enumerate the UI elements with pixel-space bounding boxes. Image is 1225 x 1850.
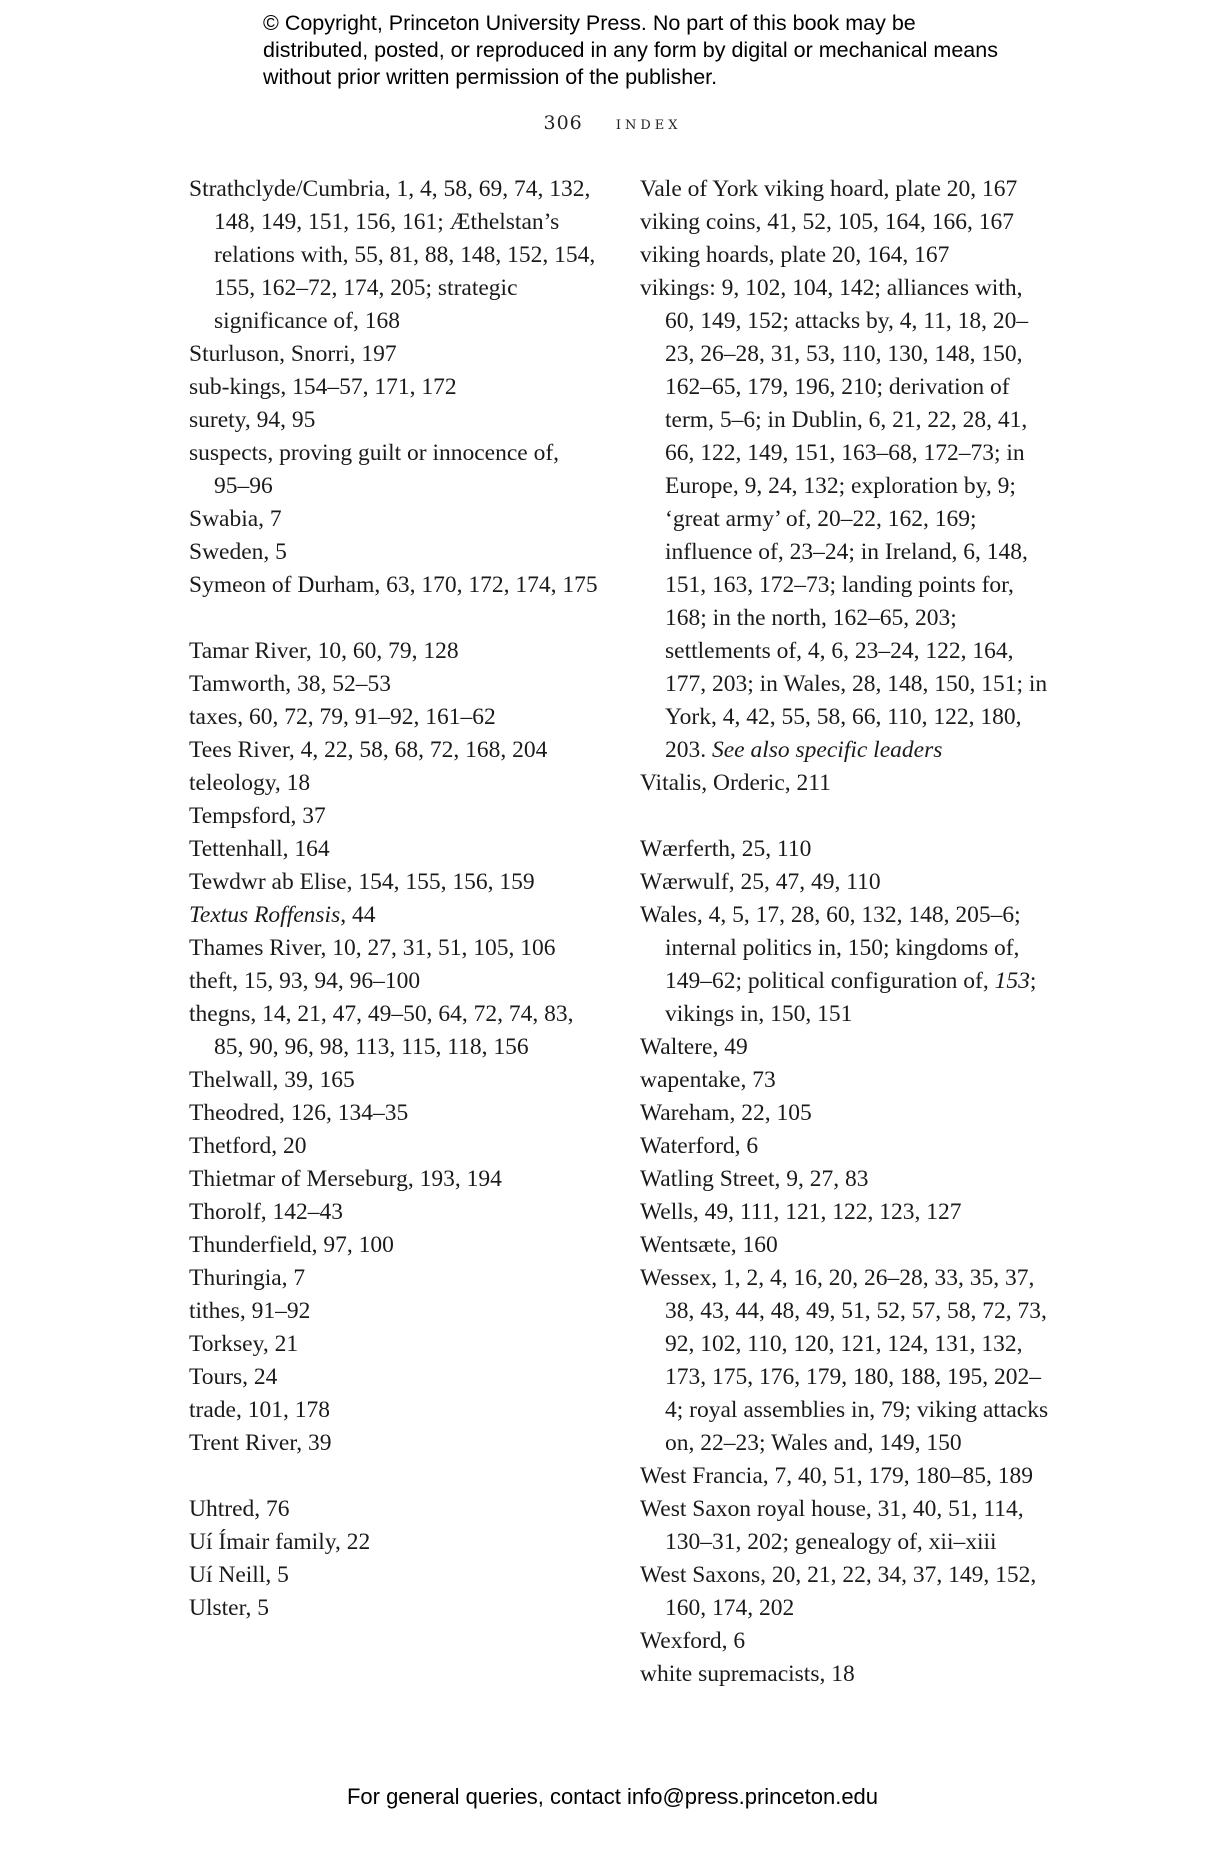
index-entry: Tempsford, 37 — [189, 803, 326, 829]
index-entry: Thelwall, 39, 165 — [189, 1067, 355, 1093]
index-entry: Symeon of Durham, 63, 170, 172, 174, 175 — [189, 572, 598, 598]
index-entry — [189, 899, 599, 932]
index-entry: viking coins, 41, 52, 105, 164, 166, 167 — [640, 209, 1015, 235]
index-entry: surety, 94, 95 — [189, 407, 316, 433]
index-entry-body: vikings: 9, 102, 104, 142; alliances with, 60, 149, 152; attacks by, 4, 11, 18, 20–23, 26–28, 31, 53, 110, 130, 148, 150, 162–65, 179, 196, 210; derivation of term, 5–6; in Dublin, 6, 21, 22, 28, 41, 66, 122, 149, 151, 163–68, 172–73; in Europe, 9, 24, 132; exploration by, 9; ‘great army’ of, 20–22, 162, 169; influence of, 23–24; in Ireland, 6, 148, 151, 163, 172–73; landing points for, 168; in the north, 162–65, 203; settlements of, 4, 6, 23–24, 122, 164, 177, 203; in Wales, 28, 148, 150, 151; in York, 4, 42, 55, 58, 66, 110, 122, 180, 203. — [640, 275, 1048, 763]
index-entry — [640, 899, 1050, 1031]
index-entry: Wessex, 1, 2, 4, 16, 20, 26–28, 33, 35, 37, 38, 43, 44, 48, 49, 51, 52, 57, 58, 72, 73, 92, 102, 110, 120, 121, 124, 131, 132, 173, 175, 176, 179, 180, 188, 195, 202–4; royal assemblies in, 79; viking attacks on, 22–23; Wales and, 149, 150 — [640, 1265, 1049, 1456]
index-entry: Wærferth, 25, 110 — [640, 836, 812, 862]
letter-group-divider — [189, 602, 599, 635]
letter-group-divider — [189, 1460, 599, 1493]
index-entry: Torksey, 21 — [189, 1331, 299, 1357]
index-entry: Wareham, 22, 105 — [640, 1100, 812, 1126]
index-entry: Vitalis, Orderic, 211 — [640, 770, 831, 796]
index-entry: Thuringia, 7 — [189, 1265, 306, 1291]
index-entry: Thames River, 10, 27, 31, 51, 105, 106 — [189, 935, 556, 961]
index-entry: viking hoards, plate 20, 164, 167 — [640, 242, 950, 268]
index-entry — [640, 272, 1050, 767]
index-entry: Tours, 24 — [189, 1364, 278, 1390]
index-entry: Wexford, 6 — [640, 1628, 746, 1654]
index-entry: West Saxon royal house, 31, 40, 51, 114, 130–31, 202; genealogy of, xii–xiii — [640, 1496, 1024, 1555]
index-entry: Swabia, 7 — [189, 506, 282, 532]
index-entry-body: Wales, 4, 5, 17, 28, 60, 132, 148, 205–6; internal politics in, 150; kingdoms of, 149–62; political configuration of, — [640, 902, 1021, 994]
index-entry-body-tail: ; vikings in, 150, 151 — [665, 968, 1037, 1027]
index-entry-italic-page: 153 — [994, 968, 1030, 994]
copyright-notice: © Copyright, Princeton University Press. No part of this book may be distributed, posted, or reproduced in any form by digital or mechanical means without prior written permission of the publisher. — [263, 11, 998, 89]
index-entry: Sweden, 5 — [189, 539, 287, 565]
index-entry: Strathclyde/Cumbria, 1, 4, 58, 69, 74, 132, 148, 149, 151, 156, 161; Æthelstan’s relations with, 55, 81, 88, 148, 152, 154, 155, 162–72, 174, 205; strategic significance of, 168 — [189, 176, 596, 334]
index-entry-pages: , 44 — [340, 902, 376, 928]
index-entry: Uhtred, 76 — [189, 1496, 290, 1522]
index-entry: Uí Ímair family, 22 — [189, 1529, 371, 1555]
page-number: 306 — [543, 112, 583, 134]
index-column-left — [189, 173, 599, 1625]
index-entry: Theodred, 126, 134–35 — [189, 1100, 409, 1126]
index-entry: wapentake, 73 — [640, 1067, 776, 1093]
letter-group-divider — [640, 800, 1050, 833]
index-entry: Tamworth, 38, 52–53 — [189, 671, 391, 697]
index-entry-see-also: See also specific leaders — [712, 737, 943, 763]
index-entry: Thetford, 20 — [189, 1133, 307, 1159]
index-entry: West Saxons, 20, 21, 22, 34, 37, 149, 152, 160, 174, 202 — [640, 1562, 1037, 1621]
index-entry: Waltere, 49 — [640, 1034, 748, 1060]
index-entry: white supremacists, 18 — [640, 1661, 855, 1687]
section-title: index — [615, 112, 682, 134]
index-entry: suspects, proving guilt or innocence of, 95–96 — [189, 440, 560, 499]
index-entry: Trent River, 39 — [189, 1430, 332, 1456]
index-entry: Tewdwr ab Elise, 154, 155, 156, 159 — [189, 869, 535, 895]
index-entry: West Francia, 7, 40, 51, 179, 180–85, 189 — [640, 1463, 1033, 1489]
index-entry: Waterford, 6 — [640, 1133, 759, 1159]
index-entry: Watling Street, 9, 27, 83 — [640, 1166, 869, 1192]
index-entry: teleology, 18 — [189, 770, 311, 796]
index-entry: Thunderfield, 97, 100 — [189, 1232, 394, 1258]
index-entry: Thorolf, 142–43 — [189, 1199, 344, 1225]
index-entry: theft, 15, 93, 94, 96–100 — [189, 968, 421, 994]
index-entry: Thietmar of Merseburg, 193, 194 — [189, 1166, 502, 1192]
index-entry: Wærwulf, 25, 47, 49, 110 — [640, 869, 881, 895]
index-column-right — [640, 173, 1050, 1691]
index-entry: taxes, 60, 72, 79, 91–92, 161–62 — [189, 704, 496, 730]
footer-contact: For general queries, contact info@press.princeton.edu — [346, 1784, 879, 1809]
index-entry: Uí Neill, 5 — [189, 1562, 289, 1588]
index-entry: Tettenhall, 164 — [189, 836, 330, 862]
index-entry: Wentsæte, 160 — [640, 1232, 778, 1258]
index-entry: Ulster, 5 — [189, 1595, 269, 1621]
index-entry-italic-title: Textus Roffensis — [189, 902, 341, 928]
index-entry: Tees River, 4, 22, 58, 68, 72, 168, 204 — [189, 737, 548, 763]
index-entry: trade, 101, 178 — [189, 1397, 330, 1423]
running-head — [0, 112, 1225, 134]
index-entry: sub-kings, 154–57, 171, 172 — [189, 374, 457, 400]
index-entry: thegns, 14, 21, 47, 49–50, 64, 72, 74, 83, 85, 90, 96, 98, 113, 115, 118, 156 — [189, 1001, 574, 1060]
index-entry: Vale of York viking hoard, plate 20, 167 — [640, 176, 1018, 202]
index-entry: Wells, 49, 111, 121, 122, 123, 127 — [640, 1199, 962, 1225]
index-entry: Sturluson, Snorri, 197 — [189, 341, 397, 367]
index-entry: Tamar River, 10, 60, 79, 128 — [189, 638, 459, 664]
index-entry: tithes, 91–92 — [189, 1298, 311, 1324]
